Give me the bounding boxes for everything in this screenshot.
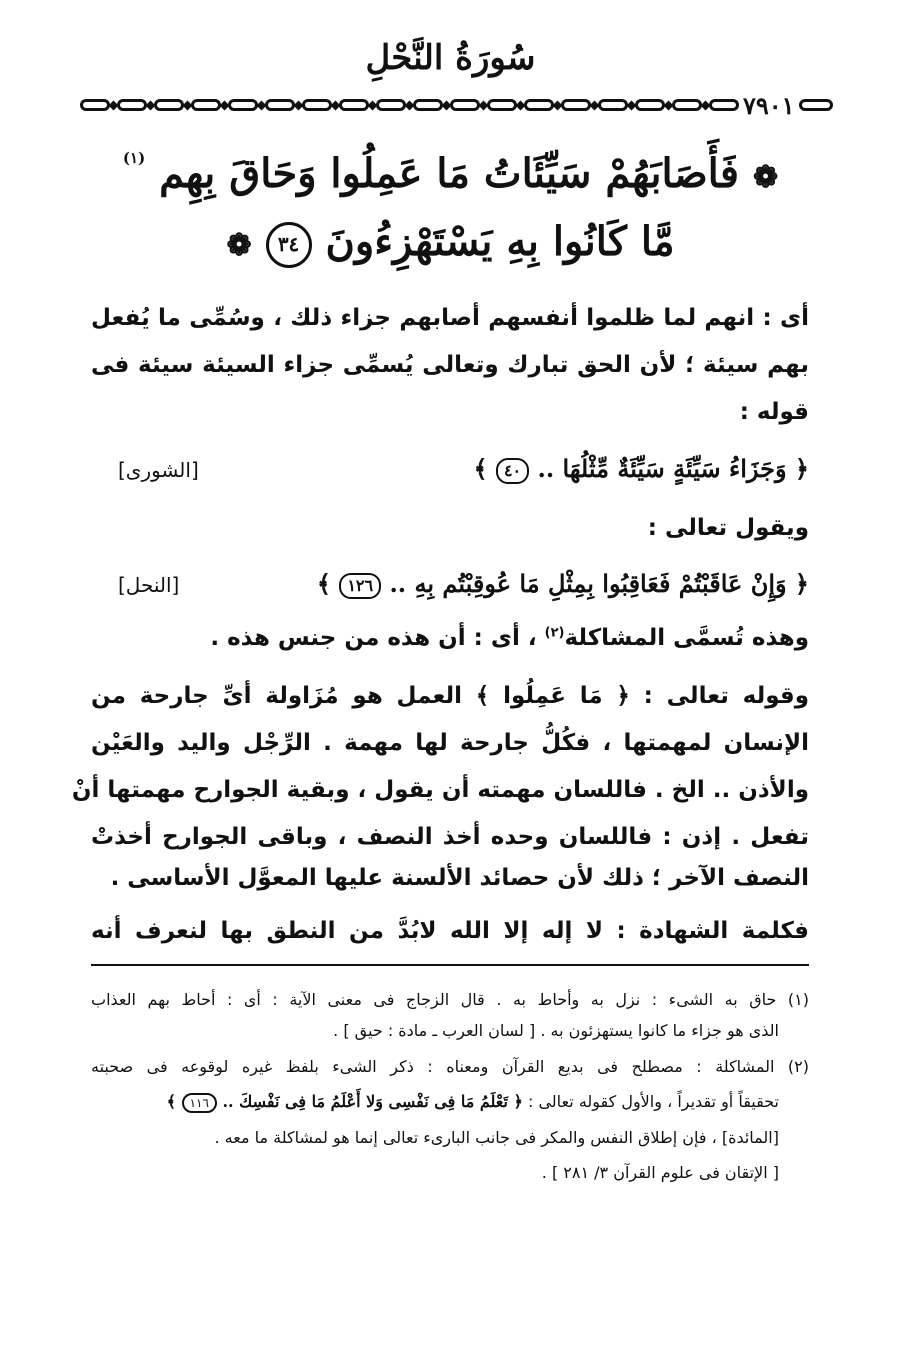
para-line: قوله : (739, 399, 809, 425)
footnote-line: (١) حاق به الشىء : نزل به وأحاط به . قال الزجاج فى معنى الآية : أى : أحاط بهم العذاب (91, 990, 809, 1009)
decorative-chain-left (80, 99, 739, 111)
quote-source: [الشورى] (118, 458, 199, 482)
footnote-marker: (٢) (544, 625, 565, 641)
footnote-quote-close: ﴾ (166, 1092, 182, 1111)
decorative-link (117, 99, 147, 111)
ayah-number-badge: ١١٦ (182, 1093, 217, 1113)
para-line: ويقول تعالى : (647, 515, 809, 541)
ayah-number-badge: ٤٠ (496, 458, 529, 484)
decorative-link (487, 99, 517, 111)
header-border (80, 90, 810, 120)
verse-line-2 (0, 218, 901, 268)
quran-quote (317, 569, 809, 599)
footnote-marker: (١) (122, 149, 146, 167)
para-line: وقوله تعالى : ﴿ مَا عَمِلُوا ﴾ العمل هو مُزَاولة أىِّ جارحة من (91, 683, 809, 709)
footnote-line: (٢) المشاكلة : مصطلح فى بديع القرآن ومعناه : ذكر الشىء بلفظ غيره لوقوعه فى صحبته (91, 1057, 809, 1076)
para-line: أى : انهم لما ظلموا أنفسهم أصابهم جزاء ذلك ، وسُمِّى ما يُفعل (91, 305, 809, 331)
footnote-line: [ الإتقان فى علوم القرآن ٣/ ٢٨١ ] . (541, 1163, 779, 1182)
footnote-divider (91, 964, 809, 966)
decorative-link (799, 99, 833, 111)
quote-close: ﴾ (316, 569, 340, 598)
ayah-number-badge: ١٢٦ (339, 573, 381, 599)
para-text: ، أى : أن هذه من جنس هذه . (210, 625, 545, 651)
para-line: تفعل . إذن : فاللسان وحده أخذ النصف ، وباقى الجوارح أخذتْ (91, 824, 809, 850)
decorative-link (154, 99, 184, 111)
surah-title: سُورَةُ النَّحْلِ (365, 38, 536, 78)
decorative-link (265, 99, 295, 111)
ornament-icon: ❁ (752, 159, 779, 195)
decorative-link (191, 99, 221, 111)
para-text: وهذه تُسمَّى المشاكلة (564, 625, 809, 651)
para-line: الإنسان لمهمتها ، فكُلُّ جارحة لها مهمة . الرِّجْل واليد والعَيْن (91, 730, 809, 756)
decorative-link (376, 99, 406, 111)
quran-quote (474, 454, 809, 484)
footnote-quote: ﴿ تَعْلَمُ مَا فِى نَفْسِى وَلا أَعْلَمُ مَا فِى نَفْسِكَ .. (216, 1092, 523, 1111)
decorative-link (635, 99, 665, 111)
ayah-number-badge: ٣٤ (266, 222, 312, 268)
verse-text-2: مَّا كَانُوا بِهِ يَسْتَهْزِءُونَ (325, 218, 675, 265)
para-line: والأذن .. الخ . فاللسان مهمته أن يقول ، وبقية الجوارح مهمتها أنْ (71, 777, 809, 803)
decorative-link (709, 99, 739, 111)
decorative-link (80, 99, 110, 111)
decorative-link (413, 99, 443, 111)
decorative-link (561, 99, 591, 111)
para-line (91, 625, 809, 651)
para-line: فكلمة الشهادة : لا إله إلا الله لابُدَّ من النطق بها لنعرف أنه (91, 918, 809, 944)
footnote-line: [المائدة] ، فإن إطلاق النفس والمكر فى جانب البارىء تعالى إنما هو لمشاكلة ما معه . (214, 1128, 779, 1147)
decorative-link (672, 99, 702, 111)
quote-text: ﴿ وَجَزَاءُ سَيِّئَةٍ سَيِّئَةٌ مِّثْلُهَا .. (529, 454, 809, 483)
decorative-link (302, 99, 332, 111)
quote-source: [النحل] (118, 573, 180, 597)
verse-line-1 (0, 150, 901, 197)
footnote-line (91, 1092, 779, 1113)
decorative-link (450, 99, 480, 111)
footnote-line: الذى هو جزاء ما كانوا يستهزئون به . [ لسان العرب ـ مادة : حيق ] . (333, 1021, 779, 1040)
verse-text-1: فَأَصَابَهُمْ سَيِّئَاتُ مَا عَمِلُوا وَحَاقَ بِهِم (159, 150, 739, 197)
decorative-link (228, 99, 258, 111)
para-line: النصف الآخر ؛ ذلك لأن حصائد الألسنة عليها المعوَّل الأساسى . (110, 865, 809, 891)
footnote-text: تحقيقاً أو تقديراً ، والأول كقوله تعالى : (522, 1092, 779, 1111)
page-number: ٧٩٠١ (743, 90, 795, 120)
decorative-link (524, 99, 554, 111)
quote-close: ﴾ (473, 454, 496, 483)
quote-text: ﴿ وَإِنْ عَاقَبْتُمْ فَعَاقِبُوا بِمِثْلِ مَا عُوقِبْتُم بِهِ .. (381, 569, 809, 598)
para-line: بهم سيئة ؛ لأن الحق تبارك وتعالى يُسمِّى جزاء السيئة سيئة فى (91, 352, 809, 378)
decorative-link (339, 99, 369, 111)
decorative-link (598, 99, 628, 111)
ornament-icon: ❁ (226, 227, 252, 263)
